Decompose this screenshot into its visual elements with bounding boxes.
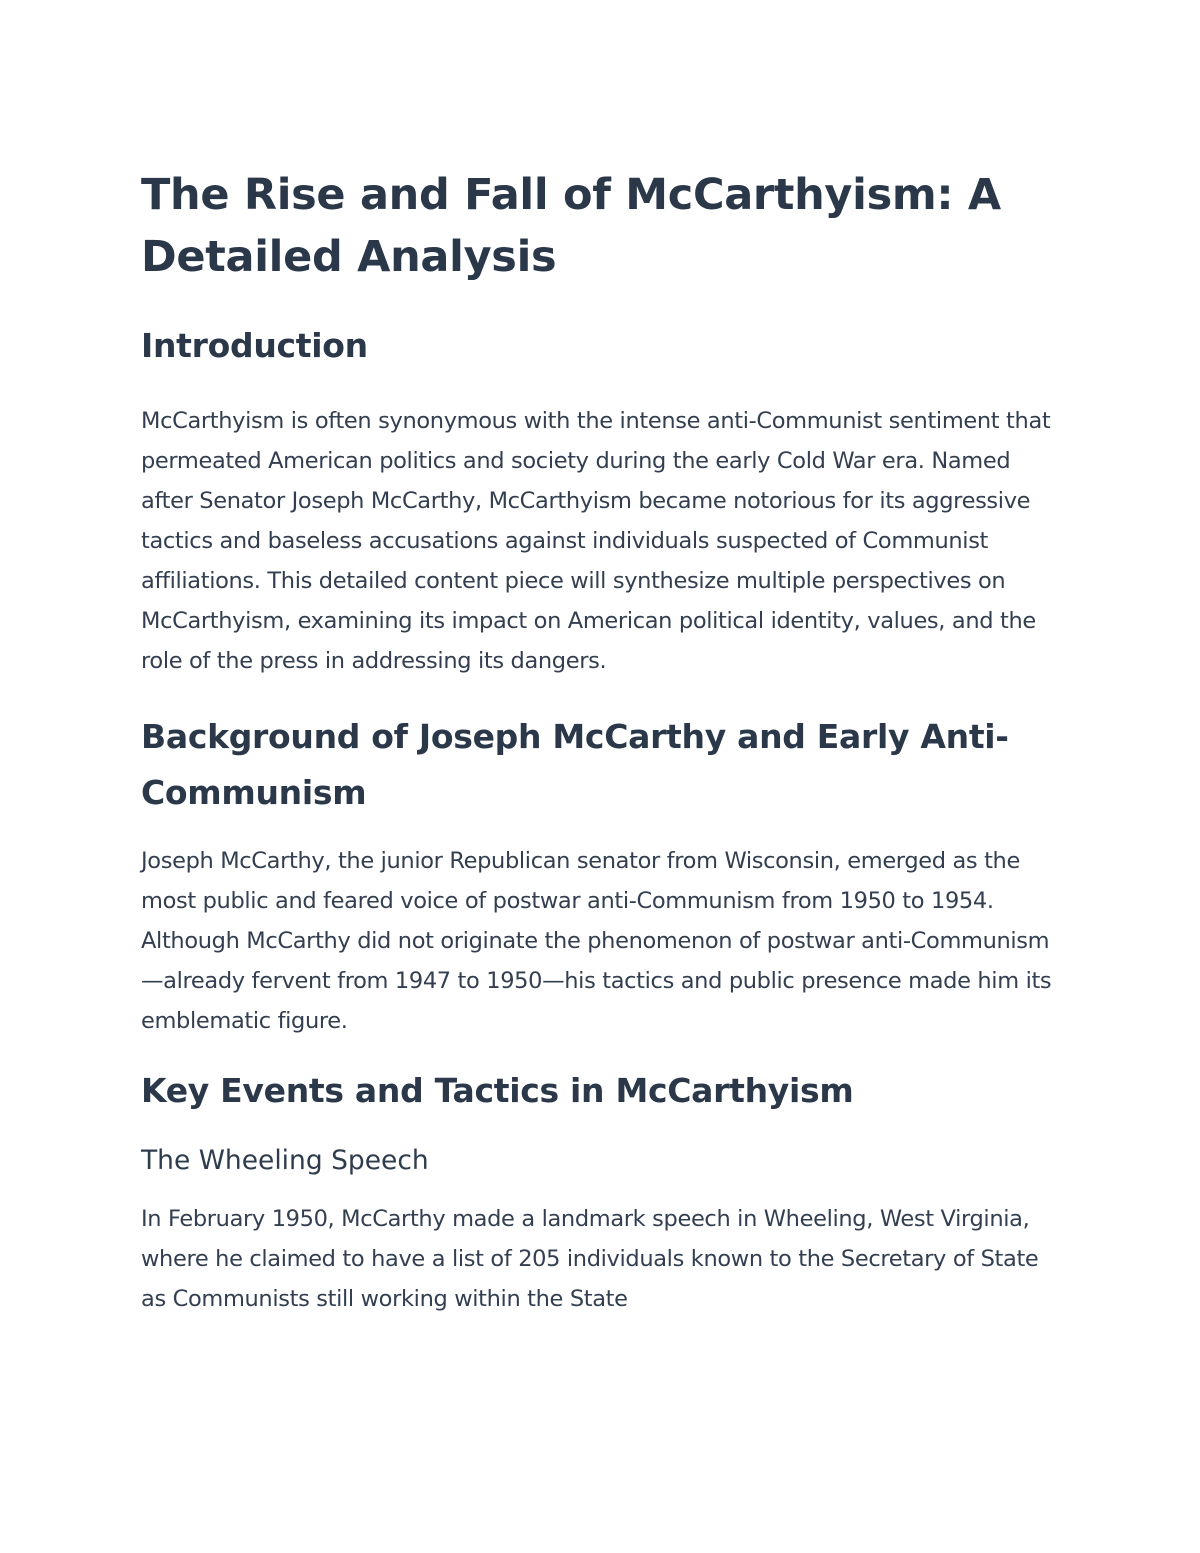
- paragraph-wheeling-speech: In February 1950, McCarthy made a landmark speech in Wheeling, West Virginia, where he claimed to have a list of 205 individuals known to the Secretary of State as Communists still working within the State: [141, 1206, 1039, 1312]
- subheading-wheeling-speech: The Wheeling Speech: [141, 1145, 429, 1176]
- section-introduction: [141, 318, 1056, 681]
- heading-key-events: Key Events and Tactics in McCarthyism: [141, 1071, 854, 1110]
- heading-introduction: Introduction: [141, 326, 368, 365]
- section-background: [141, 709, 1056, 1041]
- paragraph-background: Joseph McCarthy, the junior Republican senator from Wisconsin, emerged as the most public and feared voice of postwar anti-Communism from 1950 to 1954. Although McCarthy did not originate the phenomenon of postwar anti-Communism—already fervent from 1947 to 1950—his tactics and public presence made him its emblematic figure.: [141, 848, 1052, 1034]
- document-page: [141, 164, 1056, 1319]
- document-title: The Rise and Fall of McCarthyism: A Detailed Analysis: [141, 170, 1001, 282]
- paragraph-introduction: McCarthyism is often synonymous with the intense anti-Communist sentiment that permeated American politics and society during the early Cold War era. Named after Senator Joseph McCarthy, McCarthyism became notorious for its aggressive tactics and baseless accusations against individuals suspected of Communist affiliations. This detailed content piece will synthesize multiple perspectives on McCarthyism, examining its impact on American political identity, values, and the role of the press in addressing its dangers.: [141, 408, 1051, 674]
- section-key-events: [141, 1063, 1056, 1319]
- heading-background: Background of Joseph McCarthy and Early Anti-Communism: [141, 717, 1009, 812]
